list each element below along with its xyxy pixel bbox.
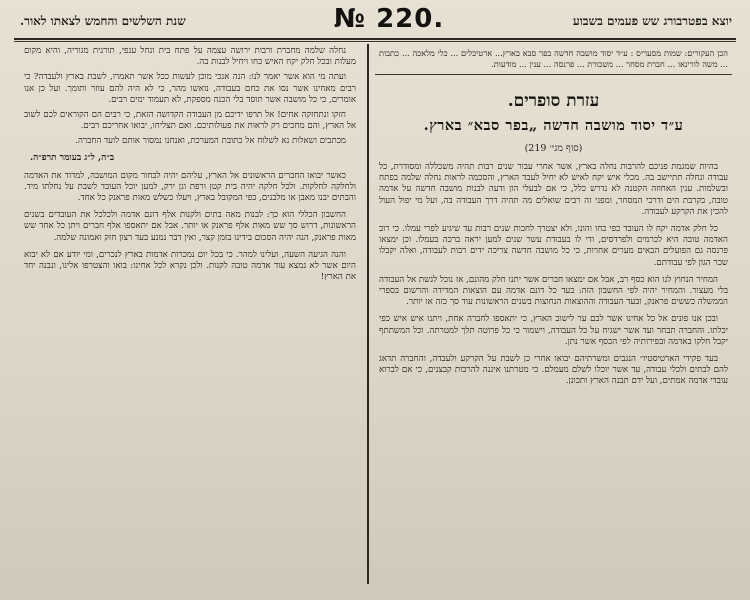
article-headline: ע״ד יסוד מושבה חדשה „בפר סבא״ בארץ.: [423, 117, 684, 134]
table-of-contents: הכן העקורים: שמות מסעריס : ע״ד יסוד מושבה חדשה בפר סבא בארץ... ארטיכלים ... כלי מלאכה ... כתבות ... משה לורינאו ... חברת מסחר ... משכורת ... פרנסה ... ענין ... מודעות.: [375, 46, 732, 75]
article-paragraph: מכתבים ושאלות נא לשלוח אל כתובת המערכת, ואנחנו נמסור אותם לועד החברה.: [75, 136, 346, 147]
masthead-rule: [14, 41, 736, 42]
column-divider: [367, 44, 369, 584]
article-paragraph: והנה הגיעה השעה, ועלינו למהר. כי בכל יום נמכרות אדמות בארץ לנכרים, ומי יודע אם לא יבוא היום אשר לא נמצא עוד אדמה טובה לקנות. ולכן נקרא לכל אחינו: בואו והצטרפו אלינו, ונבנה יחד את הארץ!: [24, 249, 356, 283]
article-paragraph: חזקו ונתחזקה אחים! אל תרפו ידיכם מן העבודה הקדושה הזאת, כי רבים הם הקוראים לכם לשוב אל הארץ, והם מחכים רק לראות את פעולותיכם. ואם תצליחו, יבואו אחריכם רבים.: [24, 110, 356, 132]
article-paragraph: כל חלק אדמה יקח לו העובד כפי כחו והונו, ולא יצטרך לחכות שנים רבות עד שיגיע לפרי עמלו. כי רוב האדמה טובה היא לכרמים ולפרדסים, ודי לו בעבודת עשר שנים למען יראה ברכה בעמלו. וכן ימצאו פרנסה גם הפועלים הבאים מערים אחרות, כי כל מושבה חדשה צריכה ידים רבות לעבודה, ואלה יקבלו שכר הגון לפי עבודתם.: [379, 224, 728, 268]
article-paragraph: כאשר יבואו החברים הראשונים אל הארץ, עליהם יהיה לבחור מקום המושבה, למדוד את האדמה ולחלקה לחלקות. ולכל חלקה יהיה בית קטן ורפת וגן ירק, למען יוכל העובד לשבת על נחלתו מיד. והבתים יבנו מאבן או מלבנים, כפי המקובל בארץ, ויעלו כשלש מאות פראנק כל אחד.: [24, 170, 356, 204]
article-paragraph: המחיר הנחוץ לנו הוא כסף רב, אבל אם ימצאו חברים אשר יתנו חלק מהונם, אז נוכל לגשת אל העבודה בלי מעצור. והמחיר יהיה לפי החשבון הזה: בעד כל דונם אדמה עם הוצאות המדידה והרשום בספרי הממשלה כששים פראנק, ובעד העבודה וההוצאות הנחוצות בשנים הראשונות עוד סך כזה או יותר.: [379, 274, 728, 308]
article-paragraph: נחלה שלמה מחברת ורבות ירושה עצמה על פתח בית ונחל ענפי, תורנית מגוריה, והיא מקום מעלות ובכל חלק יקח האיש כחו ויחיל לבנות בה.: [24, 46, 356, 68]
issue-number: № 220.: [333, 4, 445, 34]
right-column: [375, 46, 732, 586]
section-title: עזרת סופרים.: [507, 91, 600, 111]
article-paragraph: החשבון הכללי הוא כך: לבנות מאה בתים ולקנות אלף דונם אדמה ולכלכל את העובדים בשנים הראשונות, דרוש סך שש מאות אלף פראנק או יותר. אבל אם יתאספו אלף חברים ויתן כל אחד שש מאות פראנק, הנה יהיה הסכום בידינו בזמן קצר, ואין דבר נמנע בעד רצון חזק ואמונה שלמה.: [24, 210, 356, 243]
continuation-note: (סוף מגי׳ 219): [524, 143, 583, 154]
article-paragraph: בהיות שמגמת פניכם להרבות נחלה בארץ, אשר אחרי עבור שנים רבות תהיה משכללה ומסודרת, כל עבודה ונחלה תתיישב בה. מכלי איש יקח לאיש לא יחיל לעבד הארץ, והסכמה לראות נחלה שלמה בפתח ובשלמות. ענין האחוזה הקטנה לא נדרש כלל, כי אם לבעלי הון ודעה לבנות מושבה חדשה על אדמה טובה, בקרבת הים ודרכי המסחר, ומפני זה רבים שואלים מה תהיה דרך העבודה בה, ועל מי יפול העול להכין את הקרקע לעבודה.: [379, 162, 728, 217]
publication-year: שנת השלשים והחמש לצאתו לאור.: [20, 14, 186, 28]
masthead: [14, 4, 736, 40]
article-paragraph: ועתה מי הוא אשר יאמר לנו: הנה אנכי מוכן לעשות ככל אשר תאמרו, לשבת בארץ ולעבדה? כי רבים מאחינו אשר נסו את כחם בעבודה, נואשו מהר, כי לא היה להם עוזר ותומך. ועל כן אנו אומרים, כי כל מושבה אשר תוסד בלי הכנה מספקת, לא תעמוד ימים רבים.: [24, 72, 356, 105]
publication-frequency: יוצא בפטרבורג שש פעמים בשבוע: [572, 14, 732, 28]
article-paragraph: ובכן אנו פונים אל כל אחינו אשר לבם ער לישוב הארץ, כי יתאספו לחברה אחת, ויתנו איש איש כפי יכלתו. והחברה תבחר ועד אשר ישגיח על כל העבודה, וישמור כי כל פרוטה תלך למטרתה. וכל המשתתף יקבל חלקו באדמה ובפירותיה לפי הכסף אשר נתן.: [379, 314, 728, 347]
left-column: [20, 46, 360, 586]
article-paragraph: בעד פקידי הארטיסטיו״ הנגבים ומשרתיהם יבואו אחרי כן לשבת על הקרקע ולעבדה, והחברה תדאג להם לבתים ולכלי עבודה, עד אשר יוכלו לשלם מעמלם. כי מטרתנו איננה להרבות קבצנים, כי אם לברוא עובדי אדמה אמתים, ועל ידם תבנה הארץ ותכונן.: [379, 354, 728, 387]
article-signature: ב״ה, ל״ג בעומר תרפ״ה.: [30, 152, 115, 163]
